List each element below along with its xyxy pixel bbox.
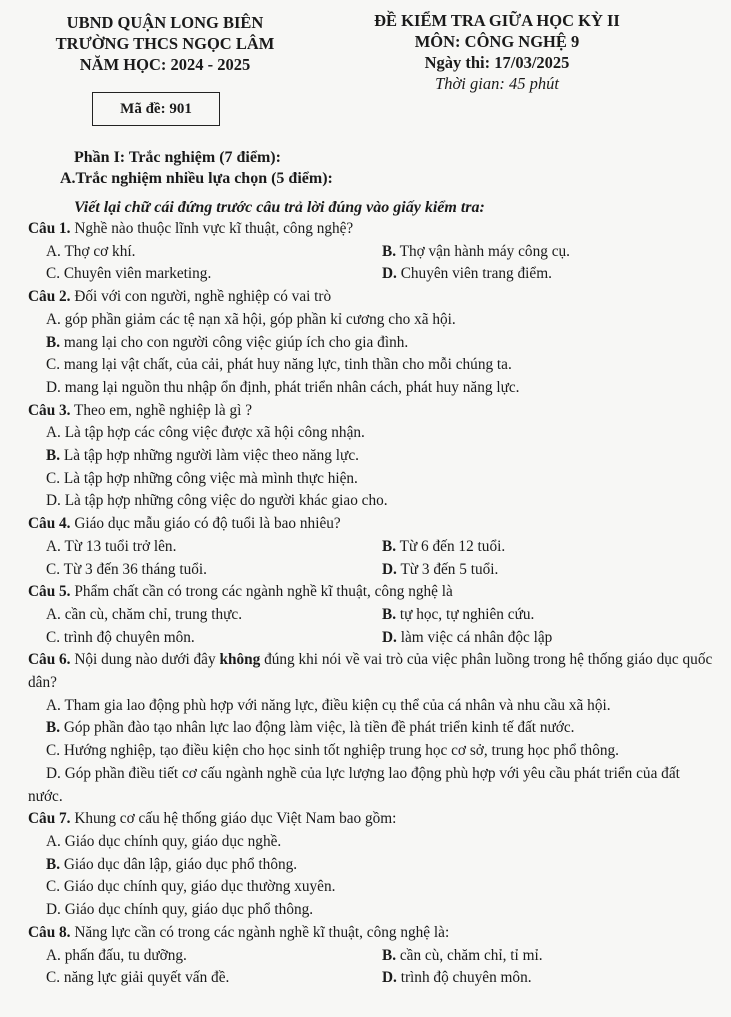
question-3 xyxy=(28,400,718,423)
option-a xyxy=(46,536,382,559)
question-number: Câu 1. xyxy=(28,220,71,237)
option-text: Giáo dục dân lập, giáo dục phổ thông. xyxy=(63,855,298,873)
question-number: Câu 2. xyxy=(28,288,71,306)
option-text: phấn đấu, tu dưỡng. xyxy=(64,946,187,964)
school-year: NĂM HỌC: 2024 - 2025 xyxy=(79,55,251,74)
option-text: làm việc cá nhân độc lập xyxy=(400,628,553,646)
option-label: A. xyxy=(46,537,61,555)
option-label: D. xyxy=(382,969,397,987)
option-text: mang lại vật chất, của cải, phát huy năng lực, tinh thần cho mỗi chúng ta. xyxy=(63,356,512,374)
option-a xyxy=(28,831,718,854)
option-label: A. xyxy=(46,242,61,260)
option-text: trình độ chuyên môn. xyxy=(63,628,195,646)
option-label: D. xyxy=(46,764,61,782)
question-5 xyxy=(28,581,718,604)
options-row xyxy=(28,536,718,559)
option-d xyxy=(382,627,718,650)
question-text: Theo em, nghề nghiệp là gì ? xyxy=(70,401,253,419)
options-row xyxy=(28,627,718,650)
option-c xyxy=(28,740,718,763)
option-text: trình độ chuyên môn. xyxy=(400,969,532,987)
question-4 xyxy=(28,513,718,536)
option-label: B. xyxy=(46,719,61,737)
part-title: Phần I: Trắc nghiệm (7 điểm): xyxy=(74,149,281,166)
question-text: Nghề nào thuộc lĩnh vực kĩ thuật, công nghệ? xyxy=(70,220,354,237)
option-label: A. xyxy=(46,310,61,328)
option-label: B. xyxy=(382,605,397,623)
option-label: D. xyxy=(382,560,397,578)
option-text: Chuyên viên marketing. xyxy=(63,265,212,283)
option-text: Thợ vận hành máy công cụ. xyxy=(399,242,570,260)
option-text: Tham gia lao động phù hợp với năng lực, điều kiện cụ thể của cá nhân và nhu cầu xã hội. xyxy=(64,696,611,714)
exam-title: ĐỀ KIỂM TRA GIỮA HỌC KỲ II xyxy=(374,11,620,30)
option-a xyxy=(28,309,718,332)
option-a xyxy=(46,241,382,264)
option-label: B. xyxy=(382,537,397,555)
option-c xyxy=(46,627,382,650)
district-name: UBND QUẬN LONG BIÊN xyxy=(66,13,264,32)
option-label: C. xyxy=(46,742,61,760)
option-c xyxy=(28,354,718,377)
question-number: Câu 4. xyxy=(28,515,71,533)
option-d xyxy=(382,263,718,286)
option-b xyxy=(28,445,718,468)
instruction: Viết lại chữ cái đứng trước câu trả lời đúng vào giấy kiểm tra: xyxy=(74,199,485,216)
option-text: Là tập hợp những công việc mà mình thực hiện. xyxy=(63,469,358,487)
question-2 xyxy=(28,286,718,309)
option-c xyxy=(46,263,382,286)
option-text: năng lực giải quyết vấn đề. xyxy=(63,969,230,987)
option-b xyxy=(28,332,718,355)
option-label: A. xyxy=(46,946,61,964)
option-text: Thợ cơ khí. xyxy=(64,242,136,260)
option-label: A. xyxy=(46,696,61,714)
option-label: D. xyxy=(46,901,61,919)
exam-date: Ngày thi: 17/03/2025 xyxy=(424,53,570,72)
option-label: C. xyxy=(46,969,61,987)
option-b xyxy=(382,241,718,264)
option-b xyxy=(382,536,718,559)
options-row xyxy=(28,604,718,627)
option-label: B. xyxy=(382,946,397,964)
options-row xyxy=(28,263,718,286)
option-text: Từ 6 đến 12 tuổi. xyxy=(399,537,506,555)
option-text: Là tập hợp những người làm việc theo năng lực. xyxy=(63,447,359,465)
option-label: B. xyxy=(46,447,61,465)
question-number: Câu 5. xyxy=(28,583,71,601)
question-number: Câu 3. xyxy=(28,401,71,419)
option-text: mang lại cho con người công việc giúp ích cho gia đình. xyxy=(63,333,409,351)
option-label: C. xyxy=(46,356,61,374)
option-label: C. xyxy=(46,265,61,283)
option-text: Là tập hợp các công việc được xã hội công nhận. xyxy=(64,424,365,442)
exam-code-box: Mã đề: 901 xyxy=(92,92,220,126)
option-label: B. xyxy=(46,855,61,873)
option-label: D. xyxy=(46,492,61,510)
option-a xyxy=(46,945,382,968)
option-label: B. xyxy=(382,242,397,260)
school-name: TRƯỜNG THCS NGỌC LÂM xyxy=(55,34,275,53)
options-row xyxy=(28,967,718,990)
option-label: C. xyxy=(46,628,61,646)
exam-subject: MÔN: CÔNG NGHỆ 9 xyxy=(414,32,580,51)
option-text: Là tập hợp những công việc do người khác giao cho. xyxy=(64,492,388,510)
option-text: Hướng nghiệp, tạo điều kiện cho học sinh tốt nghiệp trung học cơ sở, trung học phổ thông. xyxy=(63,742,619,760)
option-label: A. xyxy=(46,605,61,623)
option-d xyxy=(382,967,718,990)
option-text: cần cù, chăm chỉ, trung thực. xyxy=(64,605,243,623)
option-text: Chuyên viên trang điểm. xyxy=(400,265,552,283)
option-label: C. xyxy=(46,560,61,578)
option-label: A. xyxy=(46,832,61,850)
question-text: Phẩm chất cần có trong các ngành nghề kĩ thuật, công nghệ là xyxy=(70,583,453,601)
option-label: D. xyxy=(46,378,61,396)
exam-header xyxy=(352,10,642,94)
option-label: C. xyxy=(46,469,61,487)
question-text: Năng lực cần có trong các ngành nghề kĩ thuật, công nghệ là: xyxy=(70,923,450,941)
question-7 xyxy=(28,808,718,831)
option-text: góp phần giảm các tệ nạn xã hội, góp phần kỉ cương cho xã hội. xyxy=(64,310,456,328)
options-row xyxy=(28,559,718,582)
option-text: cần cù, chăm chỉ, tỉ mỉ. xyxy=(399,946,543,964)
option-c xyxy=(46,559,382,582)
question-number: Câu 7. xyxy=(28,810,71,828)
option-d xyxy=(28,377,718,400)
option-text: Góp phần đào tạo nhân lực lao động làm việc, là tiền đề phát triển kinh tế đất nước. xyxy=(63,719,575,737)
options-row xyxy=(28,945,718,968)
option-text: Góp phần điều tiết cơ cấu ngành nghề của lực lượng lao động phù hợp với yêu cầu phát triển của đất nước. xyxy=(28,764,680,805)
option-label: C. xyxy=(46,878,61,896)
option-d xyxy=(28,490,718,513)
option-text: Giáo dục chính quy, giáo dục phổ thông. xyxy=(64,901,314,919)
option-text: Từ 3 đến 36 tháng tuổi. xyxy=(63,560,207,578)
option-text: Từ 3 đến 5 tuổi. xyxy=(400,560,499,578)
option-text: Từ 13 tuổi trở lên. xyxy=(64,537,177,555)
option-label: D. xyxy=(382,265,397,283)
option-text: Giáo dục chính quy, giáo dục thường xuyên. xyxy=(63,878,336,896)
question-6 xyxy=(28,649,718,694)
option-text: Giáo dục chính quy, giáo dục nghề. xyxy=(64,832,282,850)
option-c xyxy=(28,876,718,899)
option-b xyxy=(28,717,718,740)
exam-duration: Thời gian: 45 phút xyxy=(435,74,559,93)
question-number: Câu 8. xyxy=(28,923,71,941)
option-label: D. xyxy=(382,628,397,646)
option-label: B. xyxy=(46,333,61,351)
option-b xyxy=(382,945,718,968)
question-text: Đối với con người, nghề nghiệp có vai trò xyxy=(70,288,332,306)
option-a xyxy=(28,695,718,718)
option-label: A. xyxy=(46,424,61,442)
option-text: tự học, tự nghiên cứu. xyxy=(399,605,535,623)
negation-word: không xyxy=(219,651,261,669)
option-a xyxy=(46,604,382,627)
options-row xyxy=(28,241,718,264)
question-text: Khung cơ cấu hệ thống giáo dục Việt Nam bao gồm: xyxy=(70,810,397,828)
option-c xyxy=(46,967,382,990)
question-number: Câu 6. xyxy=(28,651,71,669)
option-c xyxy=(28,468,718,491)
option-d xyxy=(28,763,718,808)
option-a xyxy=(28,422,718,445)
question-text: Giáo dục mẫu giáo có độ tuổi là bao nhiêu? xyxy=(70,515,341,533)
question-8 xyxy=(28,922,718,945)
question-text: đúng khi nói về vai trò của việc phân luồng trong hệ thống giáo dục quốc dân? xyxy=(28,651,713,692)
subsection-title: A.Trắc nghiệm nhiều lựa chọn (5 điểm): xyxy=(60,170,333,187)
option-d xyxy=(382,559,718,582)
option-text: mang lại nguồn thu nhập ổn định, phát triển nhân cách, phát huy năng lực. xyxy=(64,378,520,396)
school-header xyxy=(40,12,290,75)
option-b xyxy=(28,854,718,877)
option-d xyxy=(28,899,718,922)
option-b xyxy=(382,604,718,627)
question-1 xyxy=(28,218,718,241)
question-list xyxy=(28,218,718,990)
question-text: Nội dung nào dưới đây xyxy=(70,651,220,669)
